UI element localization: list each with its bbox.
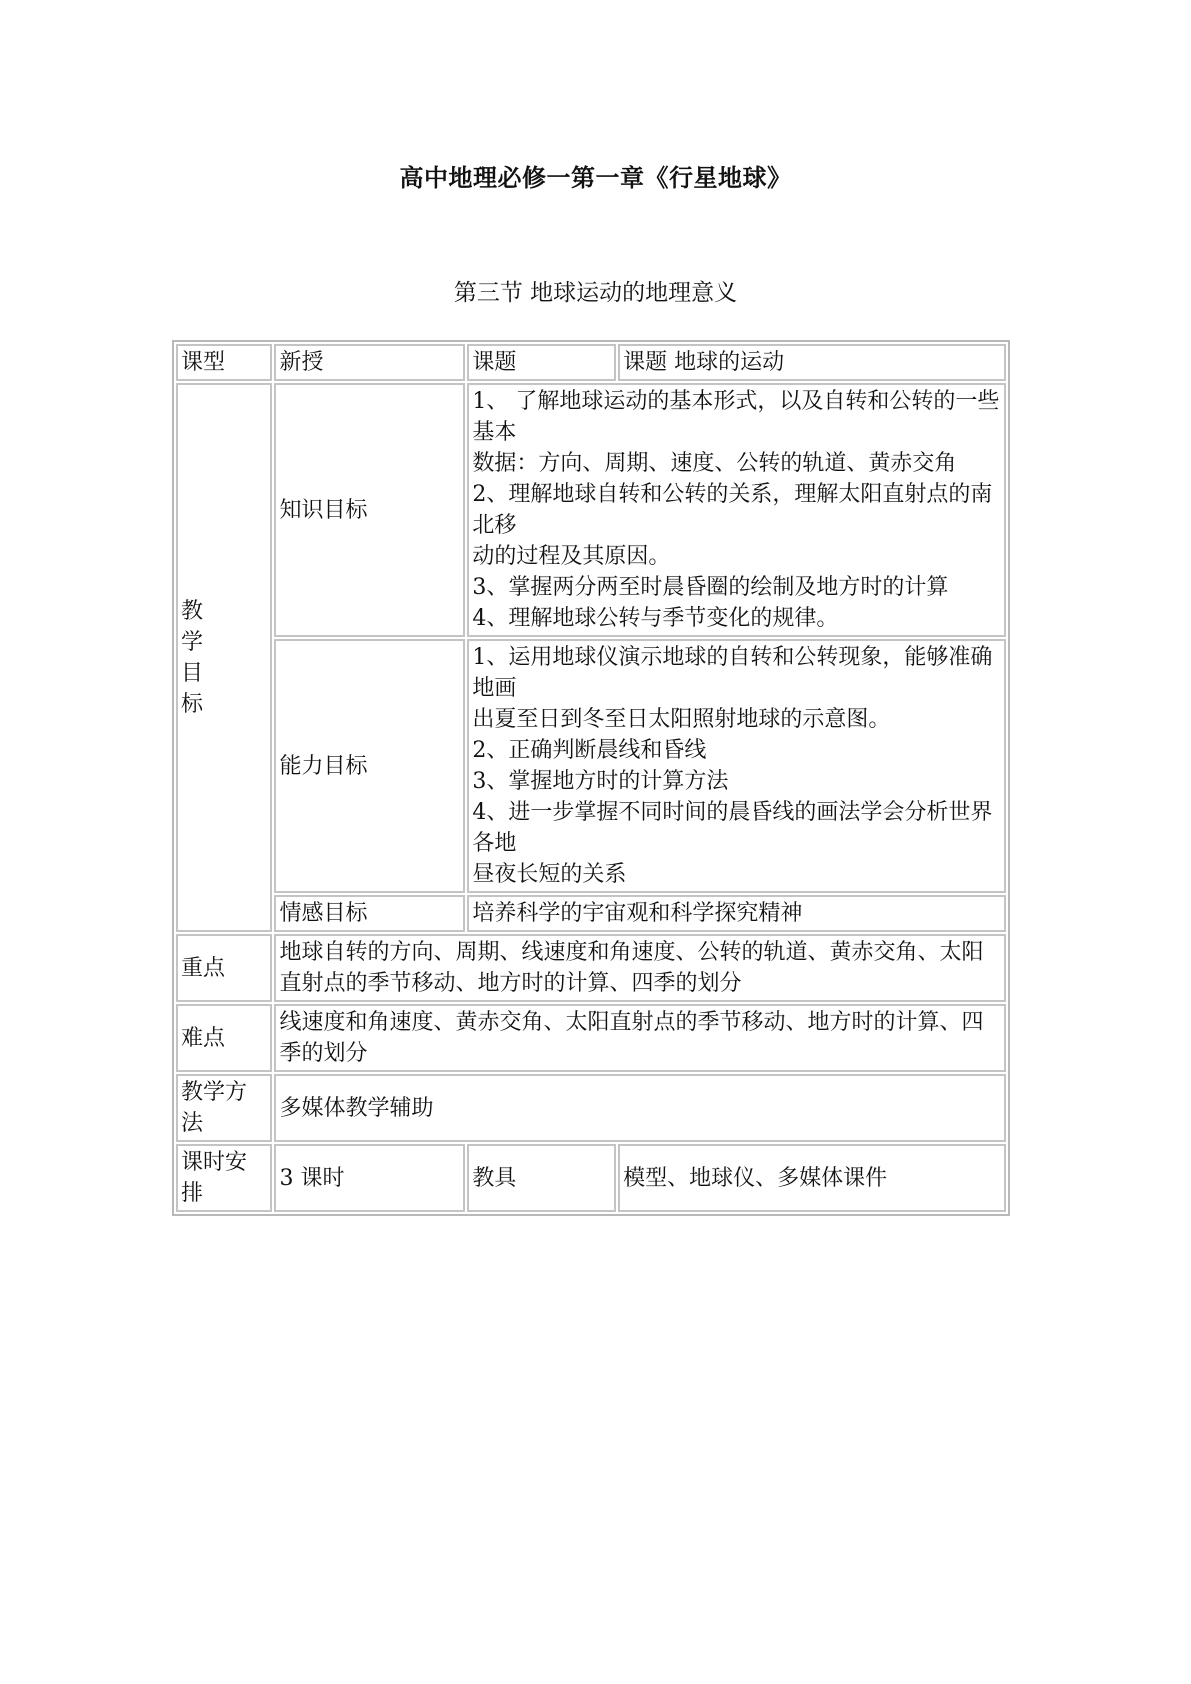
teaching-goals-label (176, 383, 272, 932)
knowledge-goal-line: 4、理解地球公转与季节变化的规律。 (472, 606, 839, 631)
schedule-label: 课时安排 (176, 1144, 272, 1212)
teaching-goals-char: 学 (181, 629, 204, 655)
topic-value: 课题 地球的运动 (618, 344, 1006, 381)
teaching-tools-label: 教具 (467, 1144, 616, 1212)
row-lesson-type (176, 344, 1006, 381)
knowledge-goals-label: 知识目标 (274, 383, 465, 637)
key-points-content: 地球自转的方向、周期、线速度和角速度、公转的轨道、黄赤交角、太阳直射点的季节移动、地方时的计算、四季的划分 (274, 934, 1006, 1002)
knowledge-goal-line: 数据：方向、周期、速度、公转的轨道、黄赤交角 (472, 451, 957, 476)
teaching-goals-char: 教 (181, 598, 204, 624)
ability-goals-content (467, 639, 1006, 893)
ability-goal-line: 出夏至日到冬至日太阳照射地球的示意图。 (472, 707, 891, 732)
ability-goal-line: 3、掌握地方时的计算方法 (472, 769, 729, 794)
emotion-goals-label: 情感目标 (274, 895, 465, 932)
row-knowledge-goals (176, 383, 1006, 637)
document-title: 高中地理必修一第一章《行星地球》 (399, 163, 792, 192)
row-difficulties (176, 1004, 1006, 1072)
row-teaching-method (176, 1074, 1006, 1142)
row-emotion-goals (176, 895, 1006, 932)
section-subtitle: 第三节 地球运动的地理意义 (453, 280, 738, 306)
knowledge-goal-line: 1、 了解地球运动的基本形式，以及自转和公转的一些基本 (472, 389, 1000, 445)
emotion-goals-content: 培养科学的宇宙观和科学探究精神 (467, 895, 1006, 932)
key-points-label: 重点 (176, 934, 272, 1002)
teaching-method-content: 多媒体教学辅助 (274, 1074, 1006, 1142)
row-schedule (176, 1144, 1006, 1212)
ability-goals-label: 能力目标 (274, 639, 465, 893)
ability-goal-line: 1、运用地球仪演示地球的自转和公转现象，能够准确地画 (472, 645, 993, 701)
row-ability-goals (176, 639, 1006, 893)
topic-label: 课题 (467, 344, 616, 381)
knowledge-goal-line: 2、理解地球自转和公转的关系，理解太阳直射点的南北移 (472, 482, 993, 538)
difficulties-label: 难点 (176, 1004, 272, 1072)
ability-goal-line: 2、正确判断晨线和昏线 (472, 738, 707, 763)
knowledge-goal-line: 动的过程及其原因。 (472, 544, 671, 569)
teaching-method-label: 教学方法 (176, 1074, 272, 1142)
lesson-plan-table (172, 340, 1010, 1216)
difficulties-content: 线速度和角速度、黄赤交角、太阳直射点的季节移动、地方时的计算、四季的划分 (274, 1004, 1006, 1072)
teaching-tools-value: 模型、地球仪、多媒体课件 (618, 1144, 1006, 1212)
teaching-goals-char: 目 (181, 660, 204, 686)
schedule-value: 3 课时 (274, 1144, 465, 1212)
knowledge-goals-content (467, 383, 1006, 637)
row-key-points (176, 934, 1006, 1002)
knowledge-goal-line: 3、掌握两分两至时晨昏圈的绘制及地方时的计算 (472, 575, 949, 600)
ability-goal-line: 4、进一步掌握不同时间的晨昏线的画法学会分析世界各地 (472, 800, 993, 856)
lesson-type-value: 新授 (274, 344, 465, 381)
ability-goal-line: 昼夜长短的关系 (472, 862, 627, 887)
lesson-type-label: 课型 (176, 344, 272, 381)
teaching-goals-char: 标 (181, 691, 204, 717)
